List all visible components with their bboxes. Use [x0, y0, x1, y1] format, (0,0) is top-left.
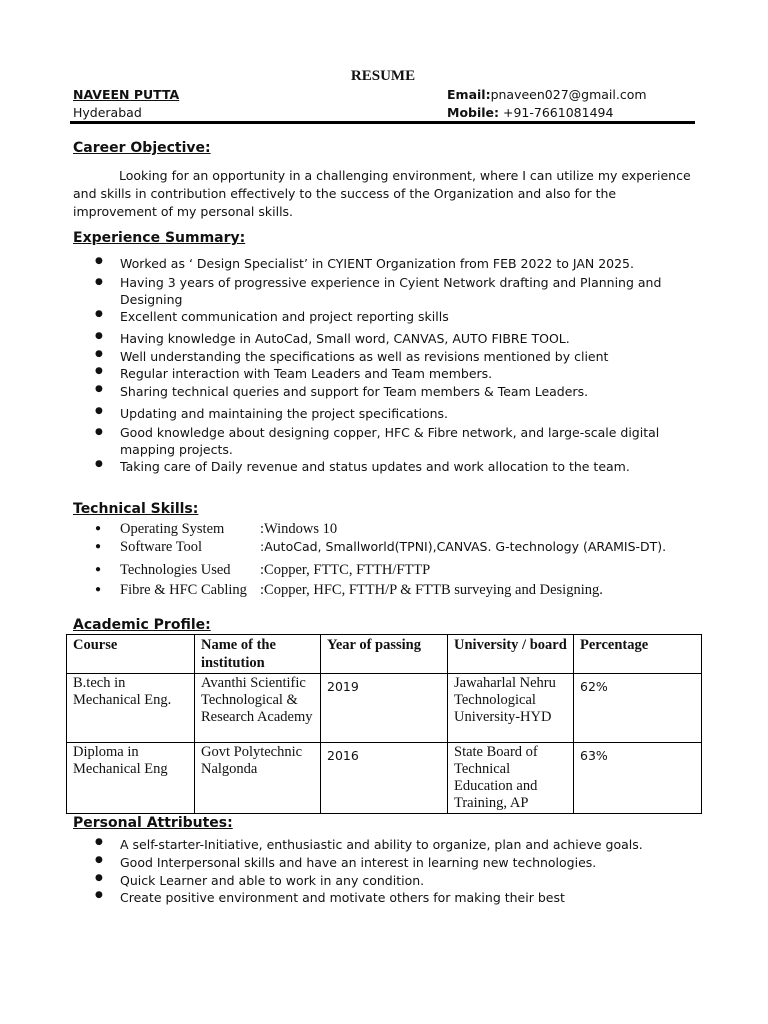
column-header: Year of passing	[321, 635, 448, 674]
career-objective-heading: Career Objective:	[73, 140, 211, 156]
table-cell: 2016	[321, 743, 448, 814]
document-title: RESUME	[350, 68, 416, 84]
technical-skills-heading: Technical Skills:	[73, 501, 199, 517]
list-item: ● Taking care of Daily revenue and status updates and work allocation to the team.	[73, 459, 693, 474]
list-item: ● Create positive environment and motivate others for making their best	[73, 890, 693, 905]
skill-value: :Copper, HFC, FTTH/P & FTTB surveying and Designing.	[260, 582, 603, 598]
skill-value: :Windows 10	[260, 521, 338, 537]
skill-value: :Copper, FTTC, FTTH/FTTP	[260, 562, 431, 578]
skill-label: Technologies Used	[120, 562, 231, 578]
table-row	[67, 743, 702, 814]
list-item: ● Excellent communication and project reporting skills	[73, 309, 693, 324]
table-header-row	[67, 635, 702, 674]
table-cell: 63%	[574, 743, 702, 814]
academic-profile-heading: Academic Profile:	[73, 617, 211, 633]
table-cell: Avanthi Scientific Technological & Research Academy	[195, 674, 321, 743]
table-cell: 62%	[574, 674, 702, 743]
list-item: ● Having knowledge in AutoCad, Small word, CANVAS, AUTO FIBRE TOOL.	[73, 331, 693, 346]
mobile-line	[447, 105, 613, 120]
list-item	[73, 562, 740, 581]
list-item: ● A self-starter-Initiative, enthusiastic and ability to organize, plan and achieve goals.	[73, 837, 693, 852]
table-cell: Govt Polytechnic Nalgonda	[195, 743, 321, 814]
list-item: ● Having 3 years of progressive experience in Cyient Network drafting and Planning and Designing	[73, 274, 693, 308]
header-divider	[70, 121, 695, 124]
table-cell: Jawaharlal Nehru Technological University-HYD	[448, 674, 574, 743]
list-item: ● Quick Learner and able to work in any condition.	[73, 873, 693, 888]
list-item: ● Well understanding the specifications as well as revisions mentioned by client	[73, 349, 693, 364]
list-item: ● Good Interpersonal skills and have an interest in learning new technologies.	[73, 855, 693, 870]
mobile-value: +91-7661081494	[499, 105, 614, 120]
list-item: ● Updating and maintaining the project specifications.	[73, 406, 693, 421]
table-cell: State Board of Technical Education and Training, AP	[448, 743, 574, 814]
candidate-name: NAVEEN PUTTA	[73, 87, 180, 102]
personal-attributes-heading: Personal Attributes:	[73, 815, 233, 831]
list-item: ● Good knowledge about designing copper, HFC & Fibre network, and large-scale digital mapping projects.	[73, 424, 693, 458]
column-header: Name of the institution	[195, 635, 321, 674]
email-value: pnaveen027@gmail.com	[490, 87, 647, 102]
list-item: ● Worked as ‘ Design Specialist’ in CYIENT Organization from FEB 2022 to JAN 2025.	[73, 256, 693, 271]
table-row	[67, 674, 702, 743]
list-item	[73, 539, 740, 558]
column-header: Percentage	[574, 635, 702, 674]
skill-value: :AutoCad, Smallworld(TPNI),CANVAS. G-technology (ARAMIS-DT).	[260, 539, 667, 554]
list-item	[73, 582, 740, 601]
skill-label: Fibre & HFC Cabling	[120, 582, 247, 598]
email-line	[447, 87, 647, 102]
mobile-label: Mobile:	[447, 105, 500, 120]
column-header: Course	[67, 635, 195, 674]
table-cell: 2019	[321, 674, 448, 743]
list-item	[73, 521, 740, 540]
table-cell: B.tech in Mechanical Eng.	[67, 674, 195, 743]
column-header: University / board	[448, 635, 574, 674]
candidate-city: Hyderabad	[73, 105, 142, 120]
career-objective-text: Looking for an opportunity in a challenging environment, where I can utilize my experience and skills in contribution effectively to the success of the Organization and also for the improvement of my personal skills.	[73, 168, 691, 219]
table-cell: Diploma in Mechanical Eng	[67, 743, 195, 814]
academic-table	[66, 634, 702, 814]
skill-label: Operating System	[120, 521, 225, 537]
skill-label: Software Tool	[120, 539, 203, 555]
list-item: ● Sharing technical queries and support for Team members & Team Leaders.	[73, 384, 693, 399]
list-item: ● Regular interaction with Team Leaders and Team members.	[73, 366, 693, 381]
email-label: Email:	[447, 87, 491, 102]
experience-summary-heading: Experience Summary:	[73, 230, 246, 246]
